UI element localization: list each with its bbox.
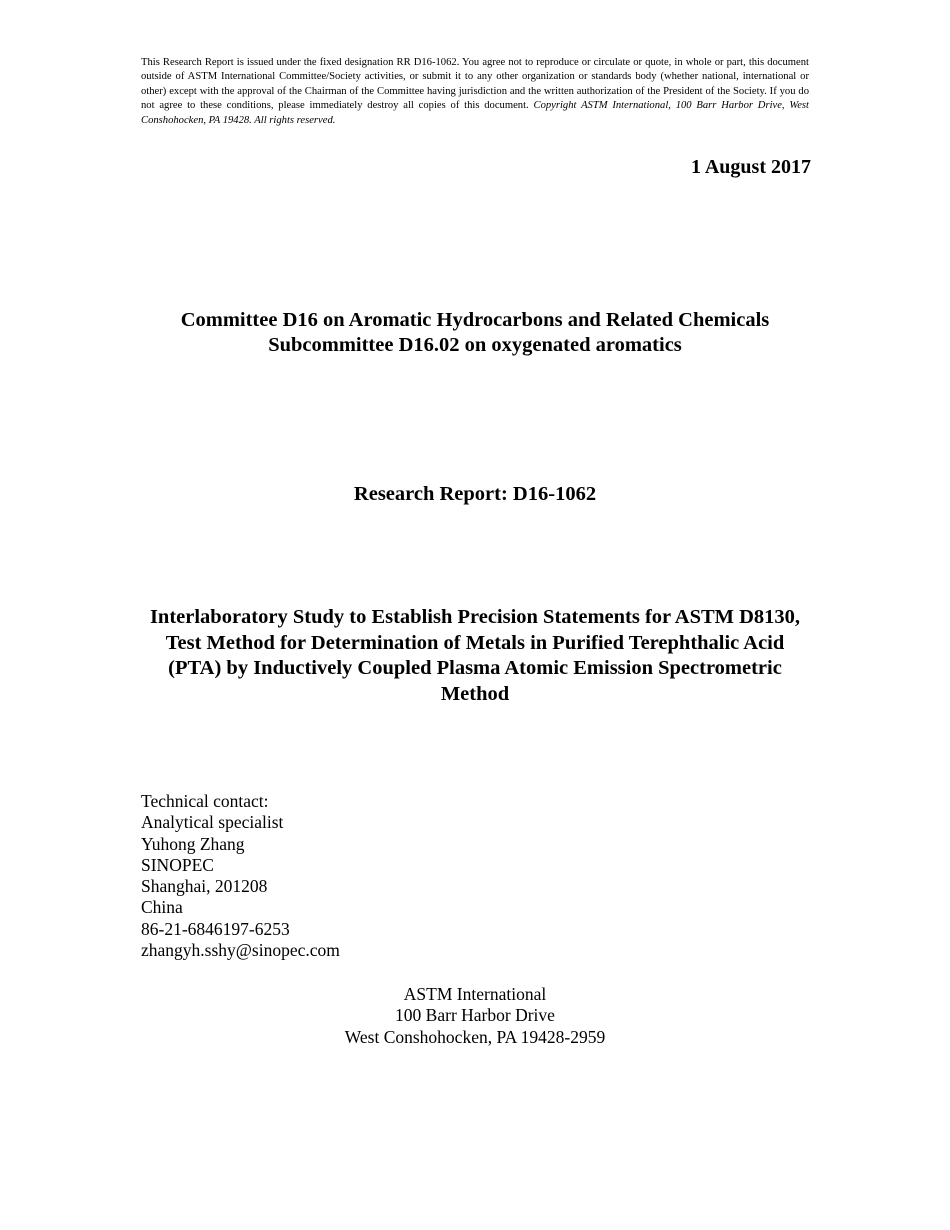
- astm-name: ASTM International: [403, 984, 547, 1004]
- subcommittee-line: Subcommittee D16.02 on oxygenated aromatics: [268, 334, 682, 356]
- contact-city: Shanghai, 201208: [141, 876, 268, 897]
- contact-label: Technical contact:: [141, 791, 269, 811]
- study-title: Interlaboratory Study to Establish Precision Statements for ASTM D8130, Test Method for Determination of Metals in Purified Terephthalic Acid (PTA) by Inductively Coupled Plasma Atomic Emission Spectrometric Method: [149, 606, 801, 705]
- committee-line: Committee D16 on Aromatic Hydrocarbons and Related Chemicals: [180, 309, 770, 331]
- technical-contact: [141, 791, 340, 961]
- report-number: Research Report: D16-1062: [353, 483, 597, 505]
- committee-heading: [0, 308, 950, 358]
- contact-organization: SINOPEC: [141, 854, 214, 875]
- astm-street: 100 Barr Harbor Drive: [395, 1005, 555, 1026]
- contact-email: zhangyh.sshy@sinopec.com: [141, 940, 340, 961]
- notice-text: This Research Report is issued under the fixed designation RR D16-1062. You agree not to reproduce or circulate or quote, in whole or part, this document outside of ASTM International Committee/Society activities, or submit it to any other organization or standards body (whether national, international or other) except with the approval of the Chairman of the Committee having jurisdiction and the written authorization of the President of the Society. If you do not agree to these conditions, please immediately destroy all copies of this document.: [141, 57, 809, 112]
- contact-country: China: [141, 897, 183, 918]
- contact-phone: 86-21-6846197-6253: [141, 918, 290, 939]
- contact-name: Yuhong Zhang: [141, 833, 245, 854]
- usage-notice: [141, 56, 809, 128]
- astm-city: West Conshohocken, PA 19428-2959: [344, 1026, 606, 1047]
- report-date: 1 August 2017: [690, 156, 811, 178]
- contact-role: Analytical specialist: [141, 812, 284, 833]
- astm-address: [0, 984, 950, 1048]
- copyright-text: Copyright ASTM International, 100 Barr Harbor Drive, West Conshohocken, PA 19428. All rights reserved.: [141, 100, 809, 126]
